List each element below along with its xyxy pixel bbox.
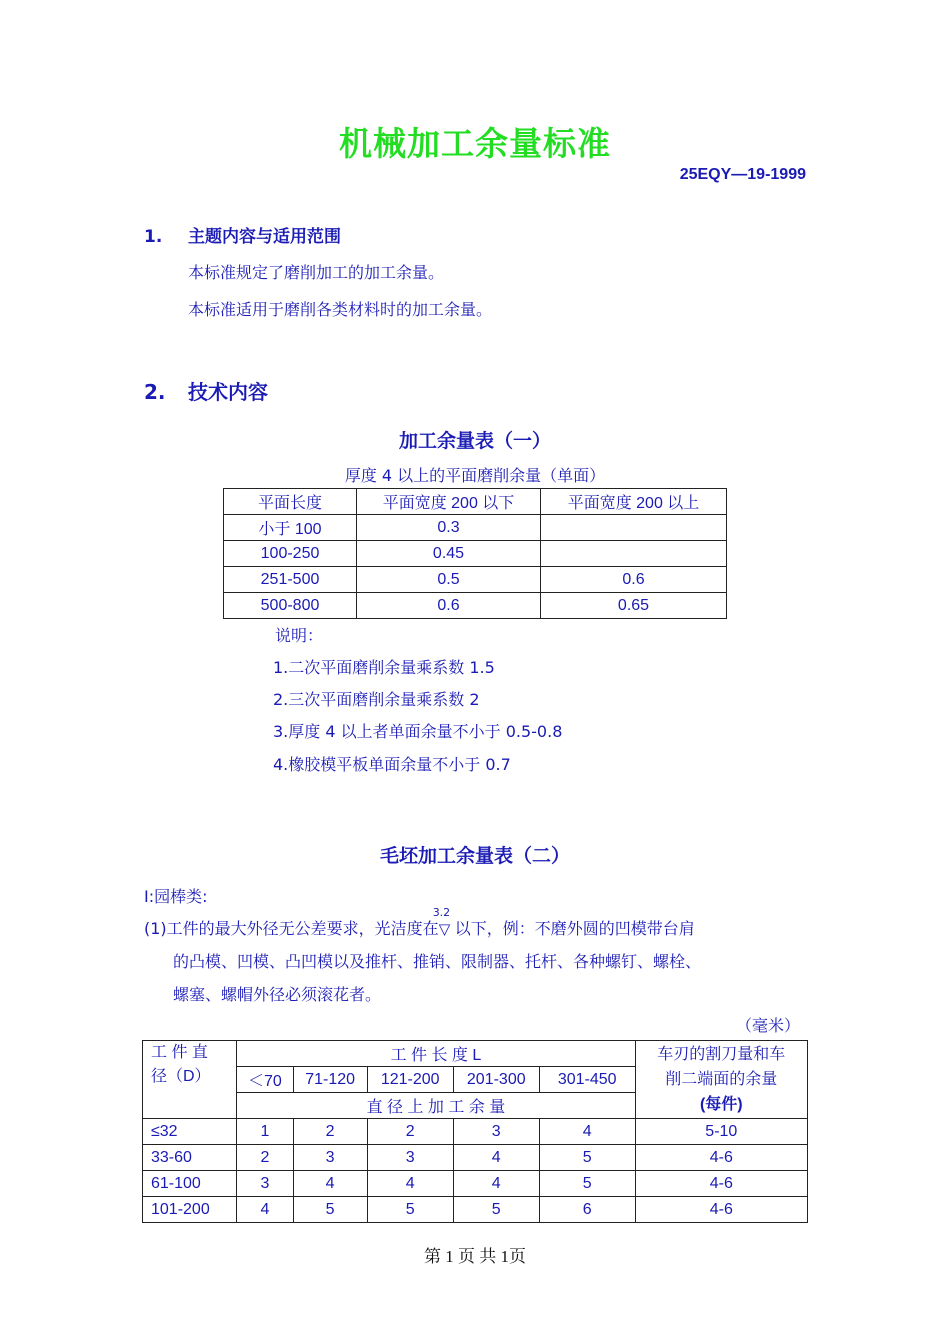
table-cell <box>541 541 727 567</box>
table-row <box>143 1171 808 1197</box>
table-cell: 4-6 <box>635 1145 807 1171</box>
section-1-line-1: 本标准规定了磨削加工的加工余量。 <box>188 263 445 282</box>
table-row <box>224 567 727 593</box>
table-cell: 2 <box>367 1119 453 1145</box>
header-text: 工 件 直 <box>151 1044 208 1061</box>
document-title: 机械加工余量标准 <box>339 124 611 163</box>
note-item: 2.三次平面磨削余量乘系数 2 <box>273 690 480 709</box>
table-cell: 4-6 <box>635 1197 807 1223</box>
table-1-header-cell: 平面宽度 200 以下 <box>357 489 541 515</box>
table-cell: 3 <box>293 1145 367 1171</box>
table-cell: 4 <box>539 1119 635 1145</box>
table-row <box>224 593 727 619</box>
table-cell: 3 <box>237 1171 293 1197</box>
header-workpiece-diameter <box>143 1041 237 1119</box>
table-cell: 3 <box>367 1145 453 1171</box>
paragraph-line-1 <box>144 906 695 939</box>
table-cell: 2 <box>237 1145 293 1171</box>
section-1-heading <box>144 222 341 247</box>
header-text: 径（D） <box>151 1068 211 1085</box>
table-cell: 5 <box>539 1145 635 1171</box>
table-cell: 500-800 <box>224 593 357 619</box>
table-1-header-cell: 平面长度 <box>224 489 357 515</box>
table-cell: 0.65 <box>541 593 727 619</box>
table-cell: 0.6 <box>541 567 727 593</box>
table-cell: 4 <box>237 1197 293 1223</box>
note-item: 4.橡胶模平板单面余量不小于 0.7 <box>273 755 511 774</box>
table-1 <box>223 488 727 619</box>
table-cell: 4-6 <box>635 1171 807 1197</box>
table-1-subcaption: 厚度 4 以上的平面磨削余量（单面） <box>344 466 606 485</box>
section-1-line-2: 本标准适用于磨削各类材料时的加工余量。 <box>188 300 493 319</box>
section-1-number: 1. <box>144 227 163 247</box>
table-cell: 4 <box>293 1171 367 1197</box>
paragraph-prefix: (1) <box>144 919 167 938</box>
table-cell: 5-10 <box>635 1119 807 1145</box>
category-label: Ⅰ:园棒类: <box>144 887 208 906</box>
header-text: (每件) <box>699 1096 743 1113</box>
note-item: 1.二次平面磨削余量乘系数 1.5 <box>273 658 495 677</box>
length-col: 301-450 <box>539 1067 635 1093</box>
table-cell: 4 <box>367 1171 453 1197</box>
table-cell <box>541 515 727 541</box>
table-cell: 5 <box>367 1197 453 1223</box>
header-diameter-allowance: 直 径 上 加 工 余 量 <box>237 1093 635 1119</box>
paragraph-text-2: 以下，例：不磨外圆的凹模带台肩 <box>454 919 695 938</box>
table-row <box>224 515 727 541</box>
table-cell: 0.3 <box>357 515 541 541</box>
table-cell: 251-500 <box>224 567 357 593</box>
section-2-number: 2. <box>144 380 166 404</box>
header-end-allowance <box>635 1041 807 1119</box>
table-cell: 小于 100 <box>224 515 357 541</box>
paragraph-line-2: 的凸模、凹模、凸凹模以及推杆、推销、限制器、托杆、各种螺钉、螺栓、 <box>173 952 702 971</box>
table-1-header-row <box>224 489 727 515</box>
table-cell: 100-250 <box>224 541 357 567</box>
table-cell: 6 <box>539 1197 635 1223</box>
header-text: 削二端面的余量 <box>665 1071 778 1088</box>
table-cell: 2 <box>293 1119 367 1145</box>
length-col: ＜70 <box>237 1067 293 1093</box>
table-row <box>143 1197 808 1223</box>
page-footer: 第 1 页 共 1页 <box>424 1247 526 1266</box>
section-1-title: 主题内容与适用范围 <box>188 227 341 247</box>
table-cell: 3 <box>453 1119 539 1145</box>
surface-finish-value: 3.2 <box>432 906 451 919</box>
table-cell: 5 <box>453 1197 539 1223</box>
header-text: 车刃的割刀量和车 <box>657 1046 786 1063</box>
table-cell: 4 <box>453 1171 539 1197</box>
notes-label: 说明： <box>275 626 324 645</box>
table-2-caption: 毛坯加工余量表（二） <box>379 845 570 867</box>
table-cell: 5 <box>539 1171 635 1197</box>
table-1-header-cell: 平面宽度 200 以上 <box>541 489 727 515</box>
paragraph-line-3: 螺塞、螺帽外径必须滚花者。 <box>173 985 382 1004</box>
table-cell: 0.45 <box>357 541 541 567</box>
table-cell: 1 <box>237 1119 293 1145</box>
table-cell: 0.6 <box>357 593 541 619</box>
standard-code: 25EQY—19-1999 <box>679 166 806 183</box>
unit-label: （毫米） <box>735 1016 800 1035</box>
surface-finish-icon: ▽ <box>438 920 451 938</box>
length-col: 121-200 <box>367 1067 453 1093</box>
table-cell: ≤32 <box>143 1119 237 1145</box>
table-2-header-row <box>143 1041 808 1067</box>
section-2-title: 技术内容 <box>188 380 268 404</box>
table-cell: 33-60 <box>143 1145 237 1171</box>
paragraph-text-1: 工件的最大外径无公差要求，光洁度在 <box>166 919 439 938</box>
table-cell: 4 <box>453 1145 539 1171</box>
table-row <box>143 1119 808 1145</box>
table-cell: 5 <box>293 1197 367 1223</box>
header-workpiece-length: 工 件 长 度 L <box>237 1041 635 1067</box>
table-cell: 0.5 <box>357 567 541 593</box>
table-2 <box>142 1040 808 1223</box>
note-item: 3.厚度 4 以上者单面余量不小于 0.5-0.8 <box>273 722 563 741</box>
table-cell: 101-200 <box>143 1197 237 1223</box>
table-row <box>143 1145 808 1171</box>
length-col: 71-120 <box>293 1067 367 1093</box>
length-col: 201-300 <box>453 1067 539 1093</box>
table-row <box>224 541 727 567</box>
table-cell: 61-100 <box>143 1171 237 1197</box>
table-1-caption: 加工余量表（一） <box>398 430 551 452</box>
section-2-heading <box>144 376 268 405</box>
surface-finish-symbol <box>432 906 455 938</box>
